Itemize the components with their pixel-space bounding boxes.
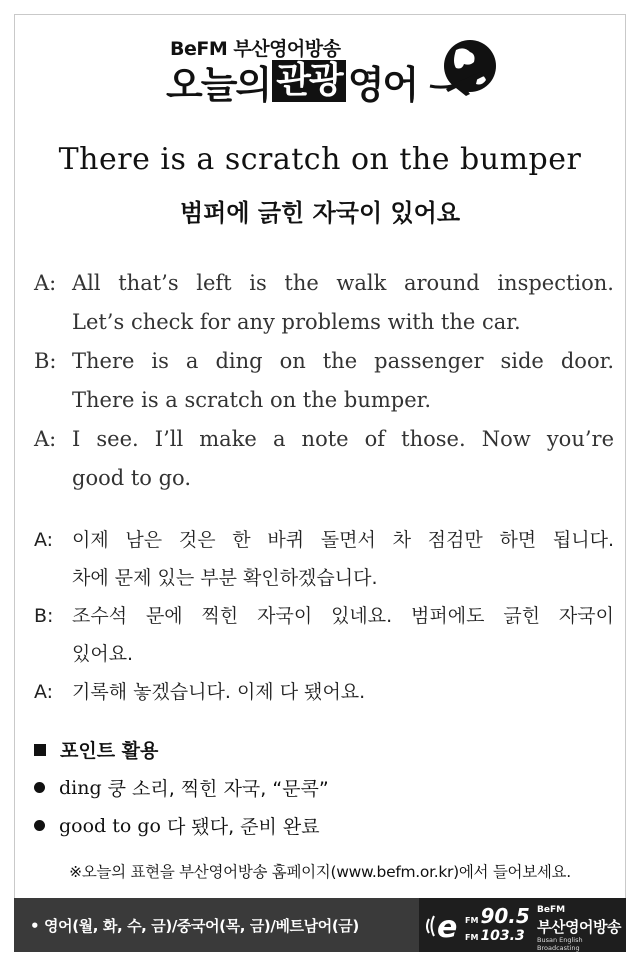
- title-korean: 범퍼에 긁힌 자국이 있어요: [179, 199, 461, 227]
- point-item: [34, 812, 320, 839]
- dialogue-line: [34, 597, 614, 635]
- broadcast-schedule: • 영어(월, 화, 수, 금)/중국어(목, 금)/베트남어(금): [30, 916, 359, 935]
- brand-name: BeFM 부산영어방송: [170, 38, 341, 60]
- dialogue-text: There is a scratch on the bumper.: [72, 388, 432, 412]
- footer-bar: [14, 898, 626, 952]
- dialogue-line: [34, 381, 614, 420]
- frequency-primary: FM 90.5: [465, 904, 530, 928]
- point-heading: [34, 736, 158, 763]
- point-item: [34, 774, 329, 801]
- speaker-label: B:: [34, 605, 54, 627]
- svg-text:e: e: [437, 910, 458, 945]
- speaker-label: A:: [34, 271, 57, 295]
- logo-text-pre: 오늘의: [166, 62, 271, 107]
- square-bullet-icon: [34, 744, 46, 756]
- logo-text-post: 영어: [347, 62, 418, 107]
- dialogue-line: [34, 264, 614, 303]
- dialogue-line: [34, 303, 614, 342]
- website-note: ※오늘의 표현을 부산영어방송 홈페이지(www.befm.or.kr)에서 들어보세요.: [69, 863, 571, 881]
- dialogue-text: I see. I’ll make a note of those. Now you’re: [72, 427, 614, 451]
- bullet-icon: [34, 782, 45, 793]
- dialogue-text: 이제 남은 것은 한 바퀴 돌면서 차 점검만 하면 됩니다.: [72, 529, 614, 551]
- dialogue-text: 조수석 문에 찍힌 자국이 있네요. 범퍼에도 긁힌 자국이: [72, 605, 614, 627]
- title-english: There is a scratch on the bumper: [58, 142, 582, 177]
- logo-text-box: 관광: [272, 60, 346, 102]
- dialogue-text: All that’s left is the walk around inspection.: [72, 271, 614, 295]
- dialogue-text: good to go.: [72, 466, 191, 490]
- dialogue-line: [34, 521, 614, 559]
- program-logo: [166, 60, 418, 107]
- speaker-label: A:: [34, 529, 54, 551]
- point-term: ding: [59, 776, 102, 799]
- dialogue-line: [34, 673, 614, 711]
- frequency-secondary: FM 103.3: [465, 928, 525, 944]
- point-meaning: 쿵 소리, 찍힌 자국, “문콕”: [107, 778, 329, 800]
- dialogue-line: [34, 459, 614, 498]
- dialogue-text: There is a ding on the passenger side door.: [72, 349, 614, 373]
- station-brand: BeFM: [537, 905, 566, 915]
- radio-wave-icon: [423, 905, 467, 945]
- dialogue-line: [34, 342, 614, 381]
- station-logo: [419, 898, 626, 952]
- dialogue-korean: [34, 521, 614, 711]
- point-term: good to go: [59, 814, 161, 837]
- station-subtitle: Busan English Broadcasting: [537, 936, 583, 952]
- dialogue-text: 있어요.: [72, 643, 134, 665]
- station-name: 부산영어방송: [537, 918, 621, 936]
- dialogue-text: 차에 문제 있는 부분 확인하겠습니다.: [72, 567, 378, 589]
- dialogue-line: [34, 635, 614, 673]
- dialogue-line: [34, 420, 614, 459]
- dialogue-text: Let’s check for any problems with the car.: [72, 310, 521, 334]
- speaker-label: B:: [34, 349, 57, 373]
- dialogue-english: [34, 264, 614, 498]
- globe-airplane-icon: [428, 36, 498, 102]
- point-heading-text: 포인트 활용: [60, 740, 159, 762]
- bullet-icon: [34, 820, 45, 831]
- speaker-label: A:: [34, 427, 57, 451]
- speaker-label: A:: [34, 681, 54, 703]
- point-meaning: 다 됐다, 준비 완료: [166, 816, 320, 838]
- dialogue-line: [34, 559, 614, 597]
- dialogue-text: 기록해 놓겠습니다. 이제 다 됐어요.: [72, 681, 366, 703]
